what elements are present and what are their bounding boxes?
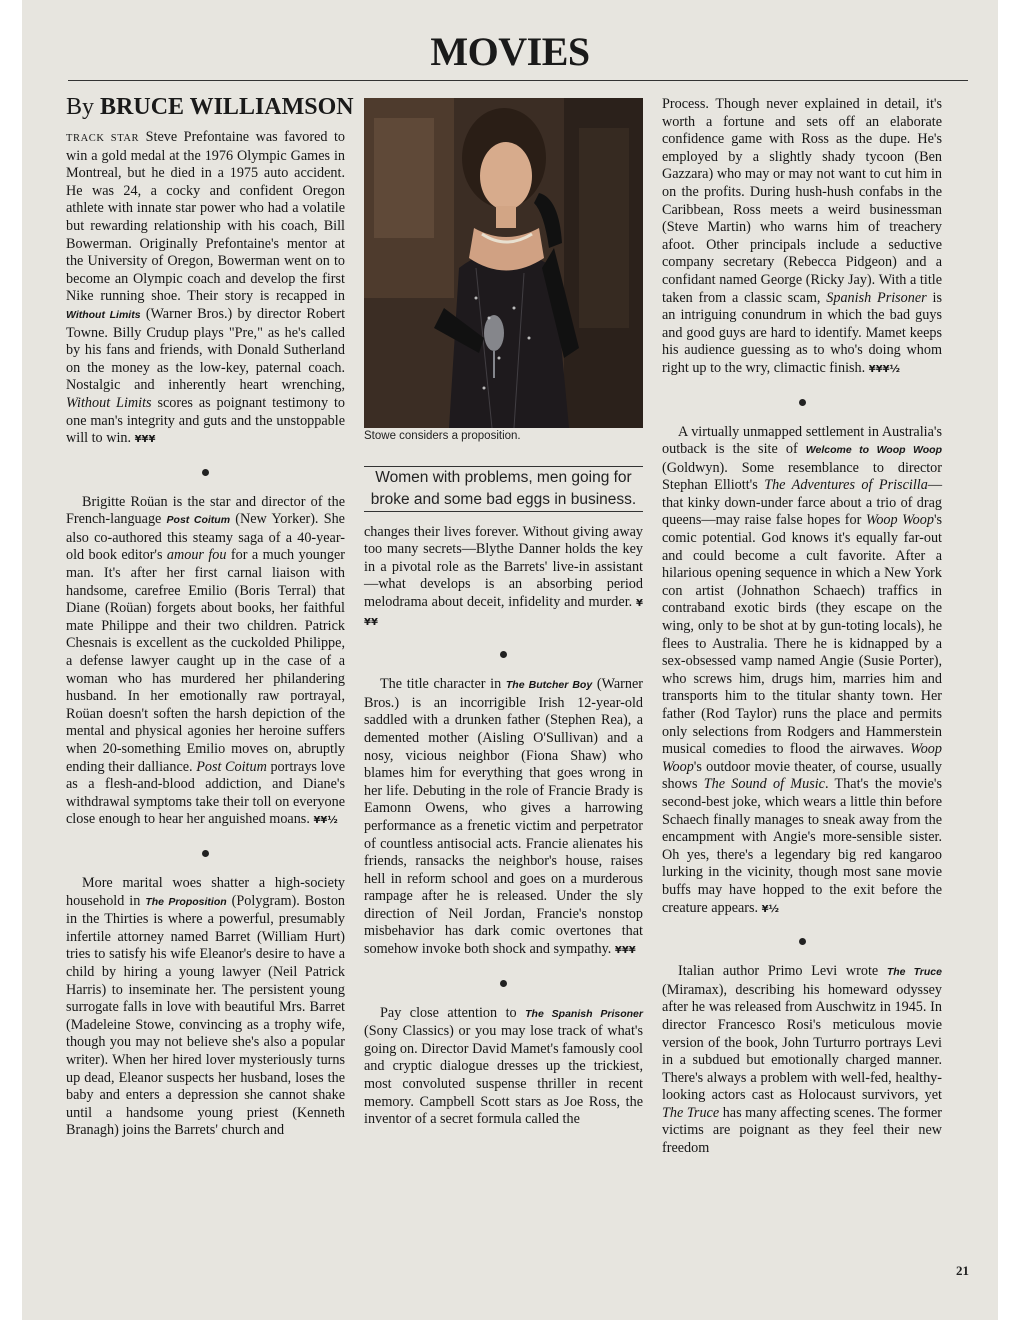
byline-prefix: By bbox=[66, 94, 95, 120]
pullquote-rule-bottom bbox=[364, 511, 643, 512]
review-text: (Miramax), describing his homeward odyssey after he was released from Auschwitz in 1945. In director Francesco Rosi's meticulous movie version of the book, John Turturro portrays Levi in a subdued but emotionally charged manner. There's always a problem with well-fed, healthy-looking actors cast as Holocaust survivors, yet bbox=[662, 981, 942, 1104]
review-text: More marital woes shatter a high-society household in bbox=[66, 874, 345, 909]
review-text: Process. Though never explained in detail, it's worth a fortune and sets off an elaborate confidence game with Ross as the dupe. He's employed by a slightly shady tycoon (Ben Gazzara) who may or may not want to cut him in on the profits. During hush-hush confabs in the Caribbean, Ross meets a weird businessman (Steve Martin) who warns him of treachery afoot. Other principals include a seductive company secretary (Rebecca Pidgeon) and a confidant named George (Ricky Jay). With a title taken from a classic scam, bbox=[662, 96, 942, 306]
film-title: Post Coitum bbox=[166, 514, 231, 527]
film-title: The Spanish Prisoner bbox=[525, 1007, 643, 1020]
review-text: Italian author Primo Levi wrote bbox=[678, 963, 887, 980]
italic-phrase: Woop Woop bbox=[865, 512, 934, 529]
italic-phrase: Woop Woop bbox=[662, 741, 942, 775]
review-text: (New Yorker). She also co-authored this steamy saga of a 40-year-old book editor's bbox=[66, 511, 345, 564]
film-title: The Proposition bbox=[145, 895, 227, 908]
rating: ¥¥¥ bbox=[364, 597, 643, 628]
lead-in: TRACK STAR bbox=[66, 133, 140, 144]
rating: ¥½ bbox=[761, 903, 779, 915]
review-text: (Warner Bros.) is an incorrigible Irish 12-year-old saddled with a drunken father (Stephen Rea), a demented mother (Aisling O'Sullivan) and a nosy, vicious neighbor (Fiona Shaw) who blames him for everything that goes wrong in her life. Debuting in the role of Francie Brady is Eamonn Owens, who gives a harrowing performance as a frenetic victim and perpetrator of countless antisocial acts. Francie alienates his friends, ransacks the neighbor's house, raises hell in reform school and goes on a murderous rampage after he is released. Under the sly direction of Neil Jordan, Francie's nonstop misbehavior has dark comic overtones that somehow invoke both shock and sympathy. bbox=[364, 676, 643, 958]
review-without-limits bbox=[66, 129, 345, 449]
review-text: Pay close attention to bbox=[380, 1004, 526, 1021]
italic-phrase: The Truce bbox=[662, 1104, 720, 1121]
review-text: (Goldwyn). Some resemblance to director Stephan Elliott's bbox=[662, 459, 942, 494]
review-text: changes their lives forever. Without giving away too many secrets—Blythe Danner holds the key in a pivotal role as the Barrets' live-in assistant—what develops is an absorbing period melodrama about deceit, infidelity and murder. bbox=[364, 523, 643, 610]
review-the-proposition-cont bbox=[364, 524, 643, 632]
review-text: —that kinky down-under farce about a trio of drag queens—may raise false hopes for bbox=[662, 477, 942, 529]
film-title: The Butcher Boy bbox=[505, 679, 593, 692]
review-text: A virtually unmapped settlement in Australia's outback is the site of bbox=[662, 423, 942, 458]
review-text: Steve Prefontaine was favored to win a gold medal at the 1976 Olympic Games in Montreal, but he died in a 1975 auto accident. He was 24, a cocky and confident Oregon athlete with innate star power who had a volatile but rewarding relationship with his coach, Bill Bowerman. Originally Prefontaine's mentor at the University of Oregon, Bowerman went on to become an Olympic coach and develop the first Nike running shoe. Their story is recapped in bbox=[66, 129, 345, 305]
pull-quote: Women with problems, men going for broke and some bad eggs in business. bbox=[370, 468, 637, 508]
column-2 bbox=[364, 98, 643, 1129]
rating: ¥¥¥ bbox=[134, 434, 156, 446]
review-the-truce bbox=[662, 963, 942, 1158]
section-title: MOVIES bbox=[430, 29, 590, 74]
italic-phrase: The Sound of Music bbox=[703, 776, 825, 793]
column-3 bbox=[662, 96, 942, 1158]
italic-phrase: The Adventures of Priscilla bbox=[764, 477, 928, 494]
film-title-ref: Without Limits bbox=[66, 394, 152, 411]
page-number: 21 bbox=[956, 1263, 969, 1278]
review-spanish-prisoner bbox=[364, 1005, 643, 1129]
film-title-ref: Post Coitum bbox=[196, 758, 267, 775]
review-text: for a much younger man. It's after her first carnal liaison with handsome, carefree Emilio (Boris Terral) that Diane (Roüan) forgets about books, her faithful mate Philippe and their two children. Patrick Chesnais is excellent as the cuckolded Philippe, a defense lawyer caught up in the case of a woman who has murdered her philandering husband. In her emotionally raw portrayal, Roüan doesn't soften the harsh depiction of the mental and physical agonies her heroine suffers when 20-something Emilio moves on, abruptly ending their dalliance. bbox=[66, 547, 345, 775]
rating: ¥¥¥½ bbox=[868, 363, 900, 375]
divider-bullet bbox=[66, 463, 345, 480]
film-still-photo bbox=[364, 98, 643, 428]
divider-bullet bbox=[66, 844, 345, 861]
review-text: has many affecting scenes. The former victims are poignant as they feel their new freedom bbox=[662, 1104, 942, 1157]
review-text: scores as poignant testimony to one man's integrity and guts and the unstoppable will to win. bbox=[66, 394, 346, 447]
rating: ¥¥¥ bbox=[614, 945, 636, 957]
review-woop-woop bbox=[662, 424, 942, 919]
byline bbox=[66, 94, 354, 120]
review-text: . That's the movie's second-best joke, which wears a little thin before Schaech finally manages to sneak away from the encampment with Angie's more-sensible sister. Oh yes, there's a legendary big red kangaroo lurking in the vicinity, though most sane movie buffs may have hopped to the exit before the creature appears. bbox=[662, 776, 942, 916]
review-text: (Warner Bros.) by director Robert Towne. Billy Crudup plays "Pre," as he's called by his fans and friends, with Donald Sutherland on the money as the low-key, paternal coach. Nostalgic and inherently heart wrenching, bbox=[66, 305, 346, 394]
review-text: 's outdoor movie theater, of course, usually shows bbox=[662, 758, 942, 793]
review-the-proposition bbox=[66, 875, 345, 1140]
photo-caption: Stowe considers a proposition. bbox=[364, 430, 521, 442]
review-text: (Polygram). Boston in the Thirties is where a powerful, presumably infertile attorney named Barret (William Hurt) tries to satisfy his wife Eleanor's desire to have a child by hiring a young lawyer (Neil Patrick Harris) to inseminate her. The persistent young surrogate falls in love with beautiful Mrs. Barret (Madeleine Stowe, convincing as a trophy wife, though you may not believe she's also a popular writer). When her hired lover mysteriously turns up dead, Eleanor suspects her husband, loses the baby and enters a depression she cannot shake until a handsome young priest (Kenneth Branagh) joins the Barrets' church and bbox=[66, 892, 346, 1139]
film-title: The Truce bbox=[886, 966, 942, 979]
review-text: The title character in bbox=[380, 676, 506, 693]
review-spanish-prisoner-cont bbox=[662, 96, 942, 379]
film-title: Without Limits bbox=[66, 308, 141, 321]
film-title-ref: Spanish Prisoner bbox=[826, 289, 927, 306]
woman-on-phone-image bbox=[364, 98, 643, 428]
divider-bullet bbox=[364, 974, 643, 991]
divider-bullet bbox=[364, 645, 643, 662]
review-butcher-boy bbox=[364, 676, 643, 960]
byline-author: BRUCE WILLIAMSON bbox=[100, 94, 354, 120]
film-title: Welcome to Woop Woop bbox=[805, 444, 942, 457]
review-text: is an intriguing conundrum in which the bad guys and good guys are hard to identify. Mamet keeps his audience guessing as to who's doing whom right up to the wry, climactic finish. bbox=[662, 289, 942, 376]
column-1 bbox=[66, 94, 354, 1140]
review-text: portrays love as a flesh-and-blood addiction, and Diane's withdrawal symptoms take their toll on everyone close enough to hear her anguished moans. bbox=[66, 758, 345, 828]
italic-phrase: amour fou bbox=[166, 547, 227, 564]
review-text: 's comic potential. God knows it's equally far-out and could become a cult favorite. After a hilarious opening sequence in which a New York con artist (Johnathon Schaech) traffics in contraband exotic birds (they escape on the wing, only to be shot at by gun-toting locals), he flees to Australia. There he is kidnapped by a sex-obsessed vamp named Angie (Susie Porter), who screws him, drugs him, marries him and transports him to the titular shanty town. Her father (Rod Taylor) runs the place and permits only selections from Rodgers and Hammerstein musical comedies to flood the airwaves. bbox=[662, 512, 943, 758]
divider-bullet bbox=[662, 932, 942, 949]
review-text: Brigitte Roüan is the star and director of the French-language bbox=[66, 493, 345, 528]
divider-bullet bbox=[662, 393, 942, 410]
review-text: (Sony Classics) or you may lose track of what's going on. Director David Mamet's famously cool and cryptic dialogue dresses up the trickiest, most convoluted suspense thriller in recent memory. Campbell Scott stars as Joe Ross, the inventor of a secret formula called the bbox=[364, 1023, 643, 1128]
rating: ¥¥½ bbox=[313, 815, 338, 827]
header-rule bbox=[68, 80, 968, 81]
review-post-coitum bbox=[66, 494, 345, 830]
